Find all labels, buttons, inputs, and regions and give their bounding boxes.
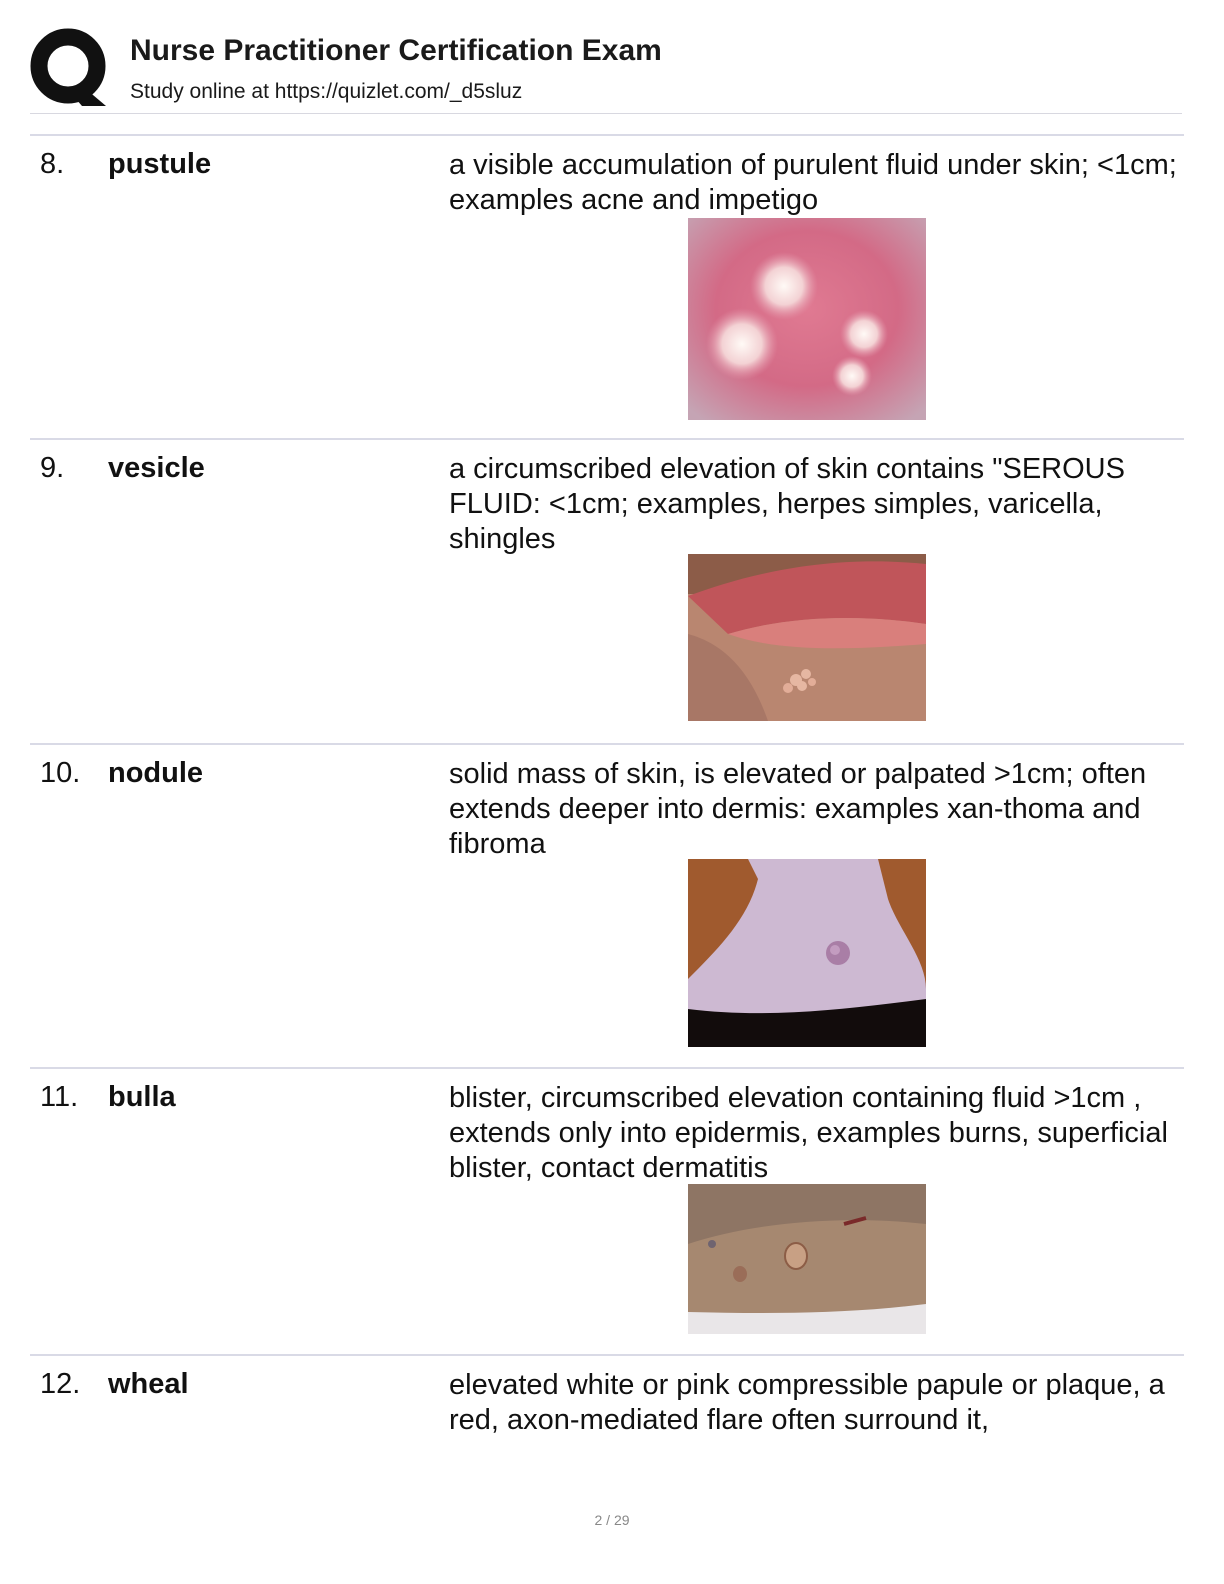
entry-number: 8. [40,148,65,180]
flashcard-entry [30,743,1184,1067]
pustule-skin-photo [688,218,926,420]
entry-definition: elevated white or pink compressible papule or plaque, a red, axon-mediated flare often surround it, [449,1369,1165,1436]
page-header [30,28,1190,116]
flashcard-entry [30,1067,1184,1354]
vesicle-lip-photo [688,554,926,721]
bulla-leg-photo [688,1184,926,1334]
entry-number: 10. [40,757,81,789]
entry-definition: solid mass of skin, is elevated or palpated >1cm; often extends deeper into dermis: examples xan-thoma and fibroma [449,758,1147,860]
quizlet-logo-icon [30,28,110,108]
entry-number: 11. [40,1081,79,1113]
header-divider [30,113,1182,114]
flashcard-entry [30,134,1184,438]
entry-number: 9. [40,452,65,484]
flashcard-entry [30,438,1184,743]
entry-definition: a visible accumulation of purulent fluid under skin; <1cm; examples acne and impetigo [449,149,1177,216]
entry-term: pustule [108,148,212,180]
entry-term: nodule [108,757,204,789]
flashcard-list [30,134,1184,1466]
entry-definition: blister, circumscribed elevation containing fluid >1cm , extends only into epidermis, examples burns, superficial blister, contact dermatitis [449,1082,1168,1184]
flashcard-entry [30,1354,1184,1466]
entry-term: vesicle [108,452,205,484]
nodule-ankle-photo [688,859,926,1047]
entry-term: bulla [108,1081,176,1113]
entry-term: wheal [108,1368,189,1400]
page-number: 2 / 29 [594,1512,630,1528]
study-link-text[interactable]: Study online at https://quizlet.com/_d5sluz [130,80,523,103]
entry-number: 12. [40,1368,81,1400]
entry-definition: a circumscribed elevation of skin contains "SEROUS FLUID: <1cm; examples, herpes simples, varicella, shingles [449,453,1125,555]
document-title: Nurse Practitioner Certification Exam [130,34,662,67]
